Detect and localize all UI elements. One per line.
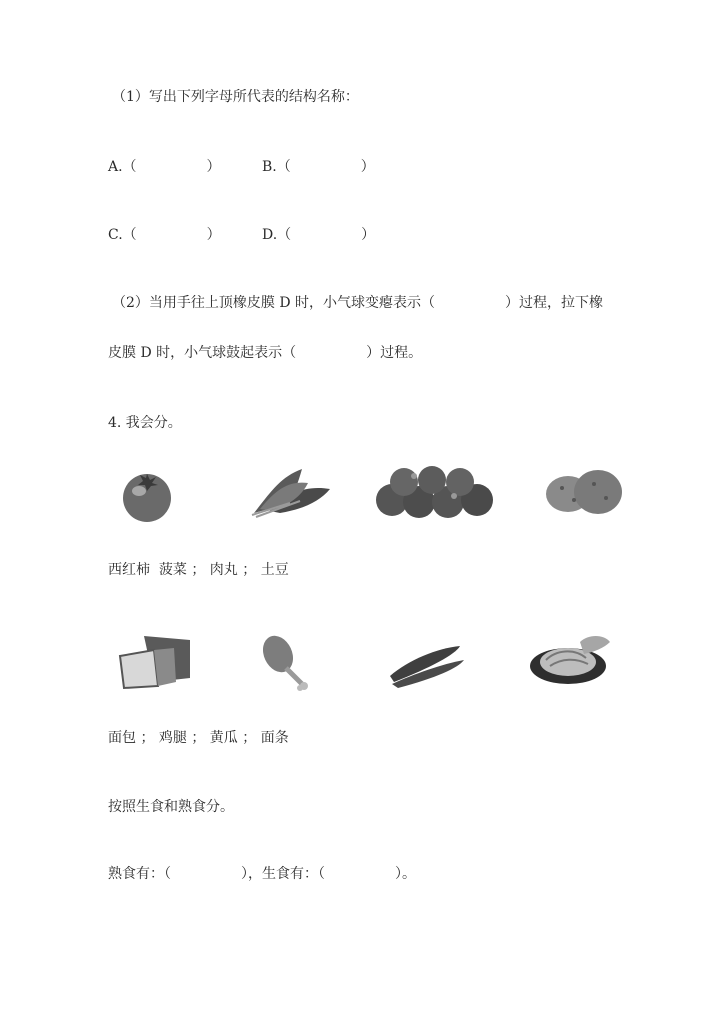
- blank-d: D.（ ）: [262, 227, 376, 243]
- part2-line1: （2）当用手往上顶橡皮膜 D 时，小气球变瘪表示（ ）过程，拉下橡: [112, 295, 604, 311]
- sort-instruction: 按照生食和熟食分。: [108, 799, 234, 815]
- row2-caption: 面包 ； 鸡腿 ； 黄瓜 ； 面条: [108, 730, 289, 746]
- row1-caption: 西红柿 菠菜 ； 肉丸 ； 土豆: [108, 562, 289, 578]
- blank-b: B.（ ）: [262, 159, 375, 175]
- blank-a: A.（ ）: [108, 159, 221, 175]
- spinach-image: [250, 463, 336, 523]
- chicken-leg-image: [258, 632, 312, 692]
- q4-title: 4. 我会分。: [108, 415, 182, 431]
- noodles-image: [528, 630, 614, 686]
- answer-line: 熟食有：（ ），生食有：（ ）。: [108, 866, 416, 882]
- blank-c: C.（ ）: [108, 227, 221, 243]
- part2-line2: 皮膜 D 时，小气球鼓起表示（ ）过程。: [108, 345, 423, 361]
- bread-image: [114, 630, 194, 690]
- cucumber-image: [384, 638, 468, 688]
- potatoes-image: [544, 466, 624, 518]
- part1-prompt: （1）写出下列字母所代表的结构名称：: [112, 89, 359, 105]
- meatballs-image: [374, 466, 500, 520]
- tomato-image: [118, 466, 176, 524]
